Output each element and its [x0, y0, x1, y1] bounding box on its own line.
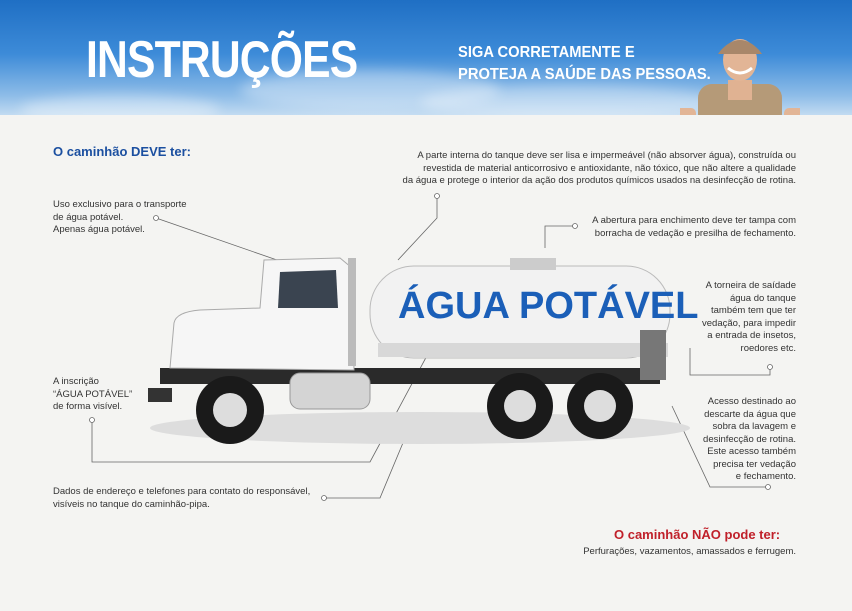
must-have-heading: O caminhão DEVE ter:	[53, 144, 191, 159]
subtitle-line: SIGA CORRETAMENTE E	[458, 44, 635, 61]
annotation-inscription	[53, 376, 132, 414]
annotation-tap	[666, 280, 796, 355]
annotation-line: de água potável.	[53, 211, 124, 223]
annotation-fill-opening	[556, 215, 796, 240]
annotation-line: e fechamento.	[735, 471, 796, 482]
annotation-discharge	[666, 396, 796, 484]
rear-tap	[640, 330, 666, 380]
fill-hatch	[510, 258, 556, 270]
cannot-have-text: Perfurações, vazamentos, amassados e ferrugem.	[583, 546, 796, 557]
annotation-line: “ÁGUA POTÁVEL”	[53, 388, 133, 400]
subtitle-line: PROTEJA A SAÚDE DAS PESSOAS.	[458, 66, 711, 83]
wheel	[567, 373, 633, 439]
annotation-line: a entrada de insetos,	[707, 330, 796, 341]
fuel-tank	[290, 373, 370, 409]
annotation-line: descarte da água que	[704, 408, 796, 420]
annotation-line: também tem que ter	[710, 305, 796, 316]
annotation-line: vedação, para impedir	[702, 317, 796, 329]
annotation-line: A inscrição	[53, 376, 99, 387]
annotation-line: de forma visível.	[53, 401, 123, 412]
annotation-line: visíveis no tanque do caminhão-pipa.	[53, 498, 210, 510]
exhaust-stack	[348, 258, 356, 366]
annotation-line: Uso exclusivo para o transporte	[53, 199, 187, 210]
annotation-contact	[53, 486, 310, 511]
annotation-line: Acesso destinado ao	[707, 396, 796, 407]
annotation-line: borracha de vedação e presilha de fechamento.	[594, 227, 796, 239]
annotation-exclusive-use	[53, 199, 187, 237]
annotation-line: A torneira de saídade	[705, 280, 796, 291]
annotation-line: roedores etc.	[740, 342, 796, 354]
annotation-line: desinfecção de rotina.	[703, 433, 796, 445]
annotation-line: A abertura para enchimento deve ter tampa com	[592, 215, 796, 226]
wheel	[196, 376, 264, 444]
wheel	[487, 373, 553, 439]
annotation-line: Apenas água potável.	[53, 224, 145, 235]
annotation-line: Este acesso também	[707, 446, 796, 457]
annotation-line: A parte interna do tanque deve ser lisa e impermeável (não absorver água), construída ou	[417, 150, 796, 161]
water-truck-illustration	[140, 238, 700, 448]
page-title: INSTRUÇÕES	[86, 31, 358, 89]
annotation-tank-interior	[346, 150, 796, 188]
annotation-line: da água e protege o interior da ação dos produtos químicos usados na desinfecção de rotina.	[402, 175, 796, 186]
annotation-line: sobra da lavagem e	[712, 421, 796, 432]
annotation-line: água do tanque	[729, 292, 796, 304]
cannot-have-heading: O caminhão NÃO pode ter:	[614, 527, 781, 542]
annotation-line: revestida de material anticorrosivo e antioxidante, não tóxico, que não altere a qualidade	[423, 162, 796, 174]
annotation-line: precisa ter vedação	[713, 458, 796, 470]
tank-label: ÁGUA POTÁVEL	[398, 285, 699, 327]
annotation-line: Dados de endereço e telefones para contato do responsável,	[53, 486, 311, 497]
